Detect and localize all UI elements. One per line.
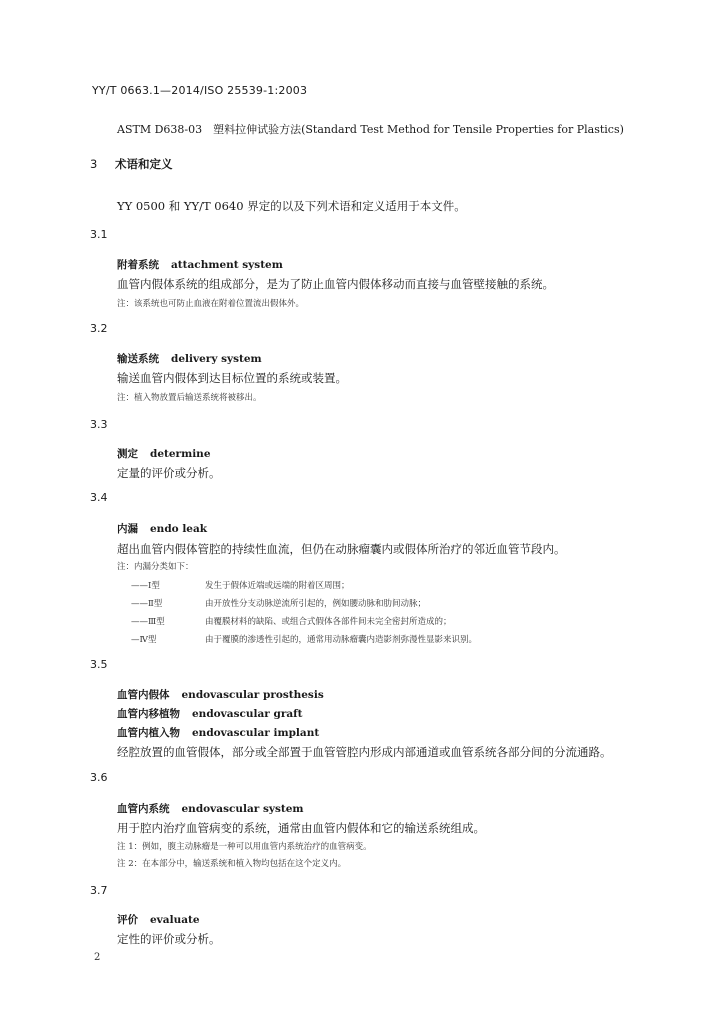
leak-description: 由于覆膜的渗透性引起的，通常用动脉瘤囊内造影剂弥漫性显影来识别。: [205, 635, 478, 645]
definition: 输送血管内假体到达目标位置的系统或装置。: [117, 371, 347, 385]
clause-number: 3.1: [90, 228, 108, 241]
term: [117, 912, 200, 927]
clause-number: 3.5: [90, 658, 108, 671]
section-title: 术语和定义: [114, 157, 173, 171]
term-en: determine: [150, 448, 211, 460]
leak-type: —Ⅳ型: [131, 635, 157, 645]
term-zh: 测定: [117, 448, 138, 460]
standard-header: YY/T 0663.1—2014/ISO 25539-1:2003: [92, 84, 308, 97]
leak-description: 由覆膜材料的缺陷、或组合式假体各部件间未完全密封所造成的；: [205, 617, 452, 627]
clause-number: 3.4: [90, 491, 108, 504]
note-list-item: [131, 579, 350, 591]
term-zh: 血管内移植物: [117, 708, 180, 720]
term-zh: 血管内假体: [117, 689, 170, 701]
clause-number: 3.2: [90, 322, 108, 335]
term-en: endovascular graft: [192, 708, 303, 720]
definition: 用于腔内治疗血管病变的系统，通常由血管内假体和它的输送系统组成。: [117, 821, 485, 835]
term-en: evaluate: [150, 914, 200, 926]
term-zh: 内漏: [117, 523, 138, 535]
definition: 定量的评价或分析。: [117, 466, 221, 480]
term-en: endovascular prosthesis: [181, 689, 324, 701]
term-zh: 评价: [117, 914, 138, 926]
note-list-item: [131, 633, 477, 645]
leak-type: ——Ⅰ型: [131, 581, 160, 591]
term: [117, 801, 304, 816]
term: [117, 521, 207, 536]
clause-number: 3.7: [90, 884, 108, 897]
definition: 超出血管内假体管腔的持续性血流，但仍在动脉瘤囊内或假体所治疗的邻近血管节段内。: [117, 542, 566, 556]
term-en: attachment system: [171, 259, 283, 271]
note: 注：植入物放置后输送系统将被移出。: [117, 393, 262, 403]
term-en: endo leak: [150, 523, 208, 535]
note: 注：该系统也可防止血液在附着位置流出假体外。: [117, 299, 305, 309]
term-zh: 血管内系统: [117, 803, 170, 815]
term: [117, 257, 283, 272]
note: 注：内漏分类如下：: [117, 562, 194, 572]
note: 注 2：在本部分中，输送系统和植入物均包括在这个定义内。: [117, 859, 347, 869]
leak-type: ——Ⅲ型: [131, 617, 165, 627]
leak-description: 由开放性分支动脉逆流所引起的，例如腰动脉和肋间动脉；: [205, 599, 427, 609]
definition: 血管内假体系统的组成部分，是为了防止血管内假体移动而直接与血管壁接触的系统。: [117, 277, 554, 291]
reference-standard: ASTM D638-03 塑料拉伸试验方法(Standard Test Method for Tensile Properties for Plastics): [117, 123, 624, 136]
term-zh: 输送系统: [117, 353, 159, 365]
definition: 定性的评价或分析。: [117, 932, 221, 946]
term-en: endovascular implant: [192, 727, 320, 739]
term: [117, 351, 262, 366]
term: [117, 725, 319, 740]
note-list-item: [131, 615, 452, 627]
term: [117, 446, 211, 461]
term: [117, 687, 324, 702]
term-en: endovascular system: [181, 803, 304, 815]
clause-number: 3.6: [90, 771, 108, 784]
leak-description: 发生于假体近端或远端的附着区周围；: [205, 581, 350, 591]
page-number: 2: [94, 952, 101, 963]
definition: 经腔放置的血管假体，部分或全部置于血管管腔内形成内部通道或血管系统各部分间的分流通路。: [117, 745, 612, 759]
clause-number: 3.3: [90, 418, 108, 431]
term-zh: 血管内植入物: [117, 727, 180, 739]
leak-type: ——Ⅱ型: [131, 599, 163, 609]
term-zh: 附着系统: [117, 259, 159, 271]
note: 注 1：例如，腹主动脉瘤是一种可以用血管内系统治疗的血管病变。: [117, 842, 372, 852]
section-number: 3: [90, 157, 98, 171]
note-list-item: [131, 597, 426, 609]
term-en: delivery system: [171, 353, 262, 365]
term: [117, 706, 303, 721]
section-heading: [90, 156, 172, 172]
intro-paragraph: YY 0500 和 YY/T 0640 界定的以及下列术语和定义适用于本文件。: [117, 199, 466, 213]
